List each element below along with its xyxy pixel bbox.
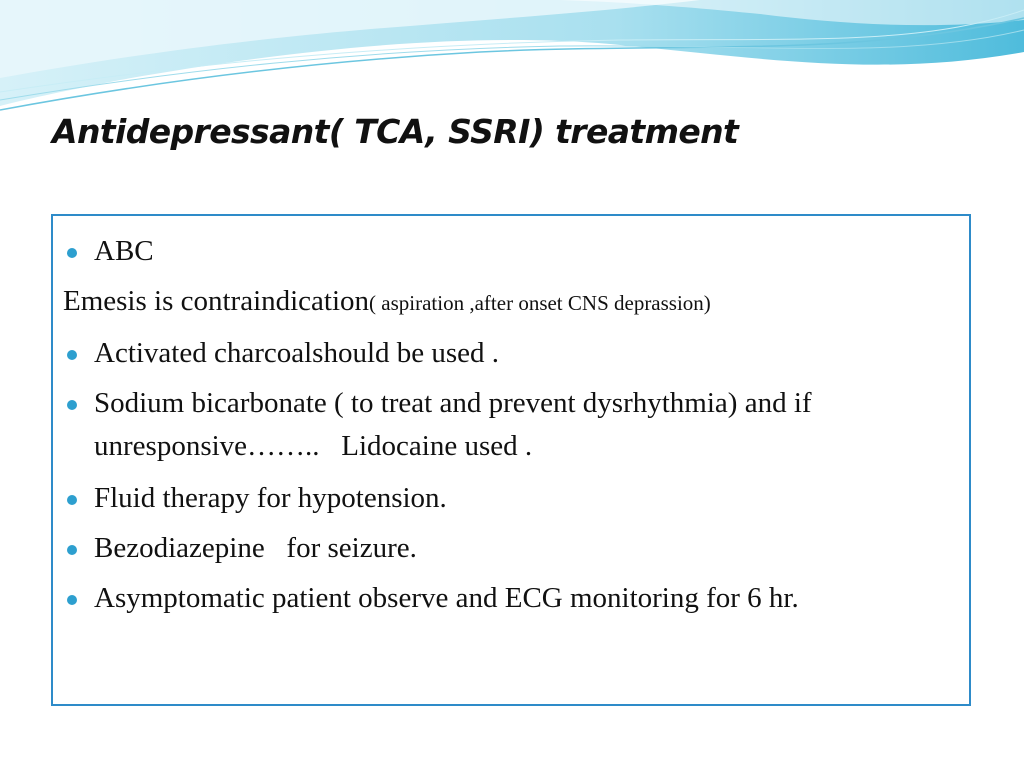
bullet-dot-icon: [67, 595, 77, 605]
list-item: [63, 230, 949, 273]
bullet-dot-icon: [67, 248, 77, 258]
list-item: [63, 527, 949, 570]
bullet-dot-icon: [67, 350, 77, 360]
item-text: Activated charcoalshould be used .: [94, 337, 500, 369]
item-text: Asymptomatic patient observe and ECG monitoring for 6 hr.: [94, 582, 799, 614]
header-wave-decoration: [0, 0, 1024, 130]
slide-title: Antidepressant( TCA, SSRI) treatment: [52, 112, 739, 151]
list-item: [63, 577, 949, 620]
bullet-list: [53, 216, 969, 620]
item-text: ABC: [94, 235, 154, 267]
item-text: Sodium bicarbonate ( to treat and prevent dysrhythmia) and if unresponsive…….. Lidocaine used .: [94, 387, 812, 462]
bullet-dot-icon: [67, 495, 77, 505]
item-text: Bezodiazepine for seizure.: [94, 532, 417, 564]
list-item: [63, 280, 949, 325]
bullet-dot-icon: [67, 545, 77, 555]
content-box: [51, 214, 971, 706]
list-item: [63, 477, 949, 520]
list-item: [63, 332, 949, 375]
item-note: ( aspiration ,after onset CNS deprassion): [369, 291, 711, 315]
item-text: Emesis is contraindication: [63, 285, 370, 317]
bullet-dot-icon: [67, 400, 77, 410]
list-item: [63, 382, 949, 468]
item-text: Fluid therapy for hypotension.: [94, 482, 447, 514]
